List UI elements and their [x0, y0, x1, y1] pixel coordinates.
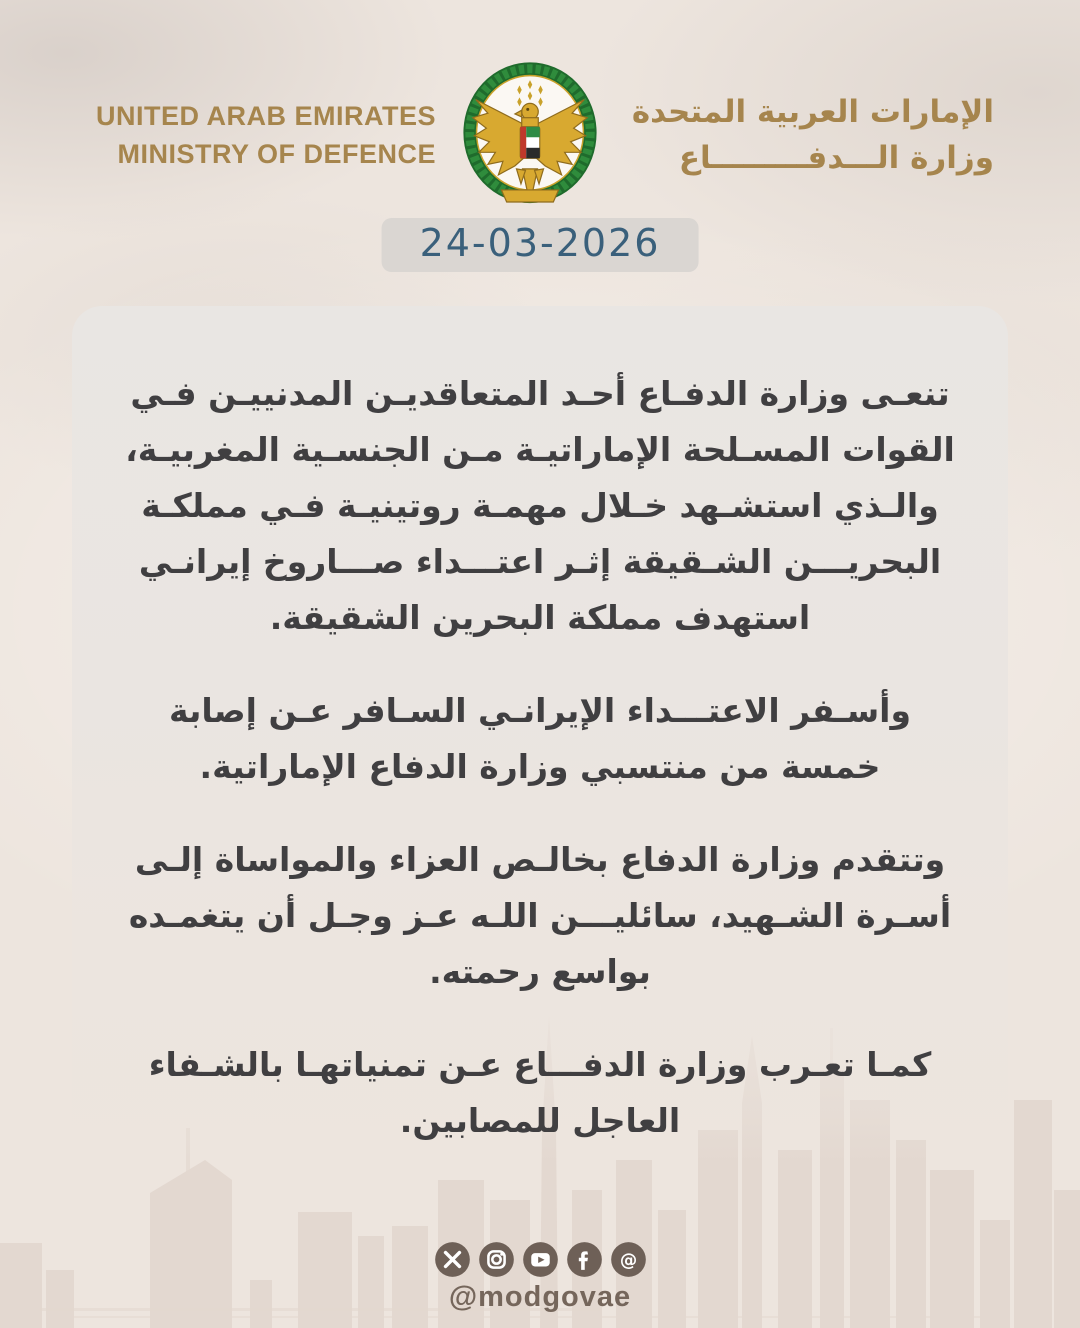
statement-paragraph-3: وتتقدم وزارة الدفاع بخالـص العزاء والمواساة إلـى أسـرة الشـهيد، سائليـــن اللـه عـز وجـل أن يتغمـده بواسع رحمته.: [128, 840, 952, 991]
date-badge: 24-03-2026: [382, 218, 699, 272]
org-en-line1: UNITED ARAB EMIRATES: [96, 101, 436, 131]
uae-flag-shield: [520, 127, 540, 159]
statement-paragraph-2: وأسـفر الاعتـــداء الإيرانـي السـافر عـن إصابة خمسة من منتسبي وزارة الدفاع الإماراتية.: [168, 691, 912, 786]
threads-icon[interactable]: [610, 1241, 647, 1278]
youtube-icon[interactable]: [522, 1241, 559, 1278]
org-ar-line1: الإمارات العربية المتحدة: [631, 94, 994, 130]
statement-paragraph-1: تنعـى وزارة الدفـاع أحـد المتعاقديـن المدنييـن فـي القوات المسـلحة الإماراتيـة مـن الجنسـية المغربيـة، والـذي استشـهد خـلال مهمـة روتينيـة فـي مملكـة البحريـــن الشـقيقة إثـر اعتـــداء صـــاروخ إيرانـي استهدف مملكة البحرين الشقيقة.: [125, 374, 955, 637]
statement-card: [72, 306, 1008, 1164]
footer: [0, 1241, 1080, 1314]
org-name-arabic: [624, 89, 994, 181]
social-handle: @modgovae: [448, 1281, 632, 1313]
instagram-icon[interactable]: [478, 1241, 515, 1278]
facebook-icon[interactable]: [566, 1241, 603, 1278]
x-icon[interactable]: [434, 1241, 471, 1278]
uae-mod-emblem-icon: [454, 56, 606, 214]
statement-paragraph-4: كمـا تعـرب وزارة الدفـــاع عـن تمنياتهـا بالشـفاء العاجل للمصابين.: [148, 1045, 932, 1140]
header: [0, 56, 1080, 214]
org-name-english: [86, 97, 436, 173]
org-en-line2: MINISTRY OF DEFENCE: [117, 139, 436, 169]
svg-text:@: @: [619, 1250, 637, 1271]
org-ar-line2: وزارة الـــدفـــــــــاع: [678, 140, 994, 176]
social-icons-row: [0, 1241, 1080, 1278]
